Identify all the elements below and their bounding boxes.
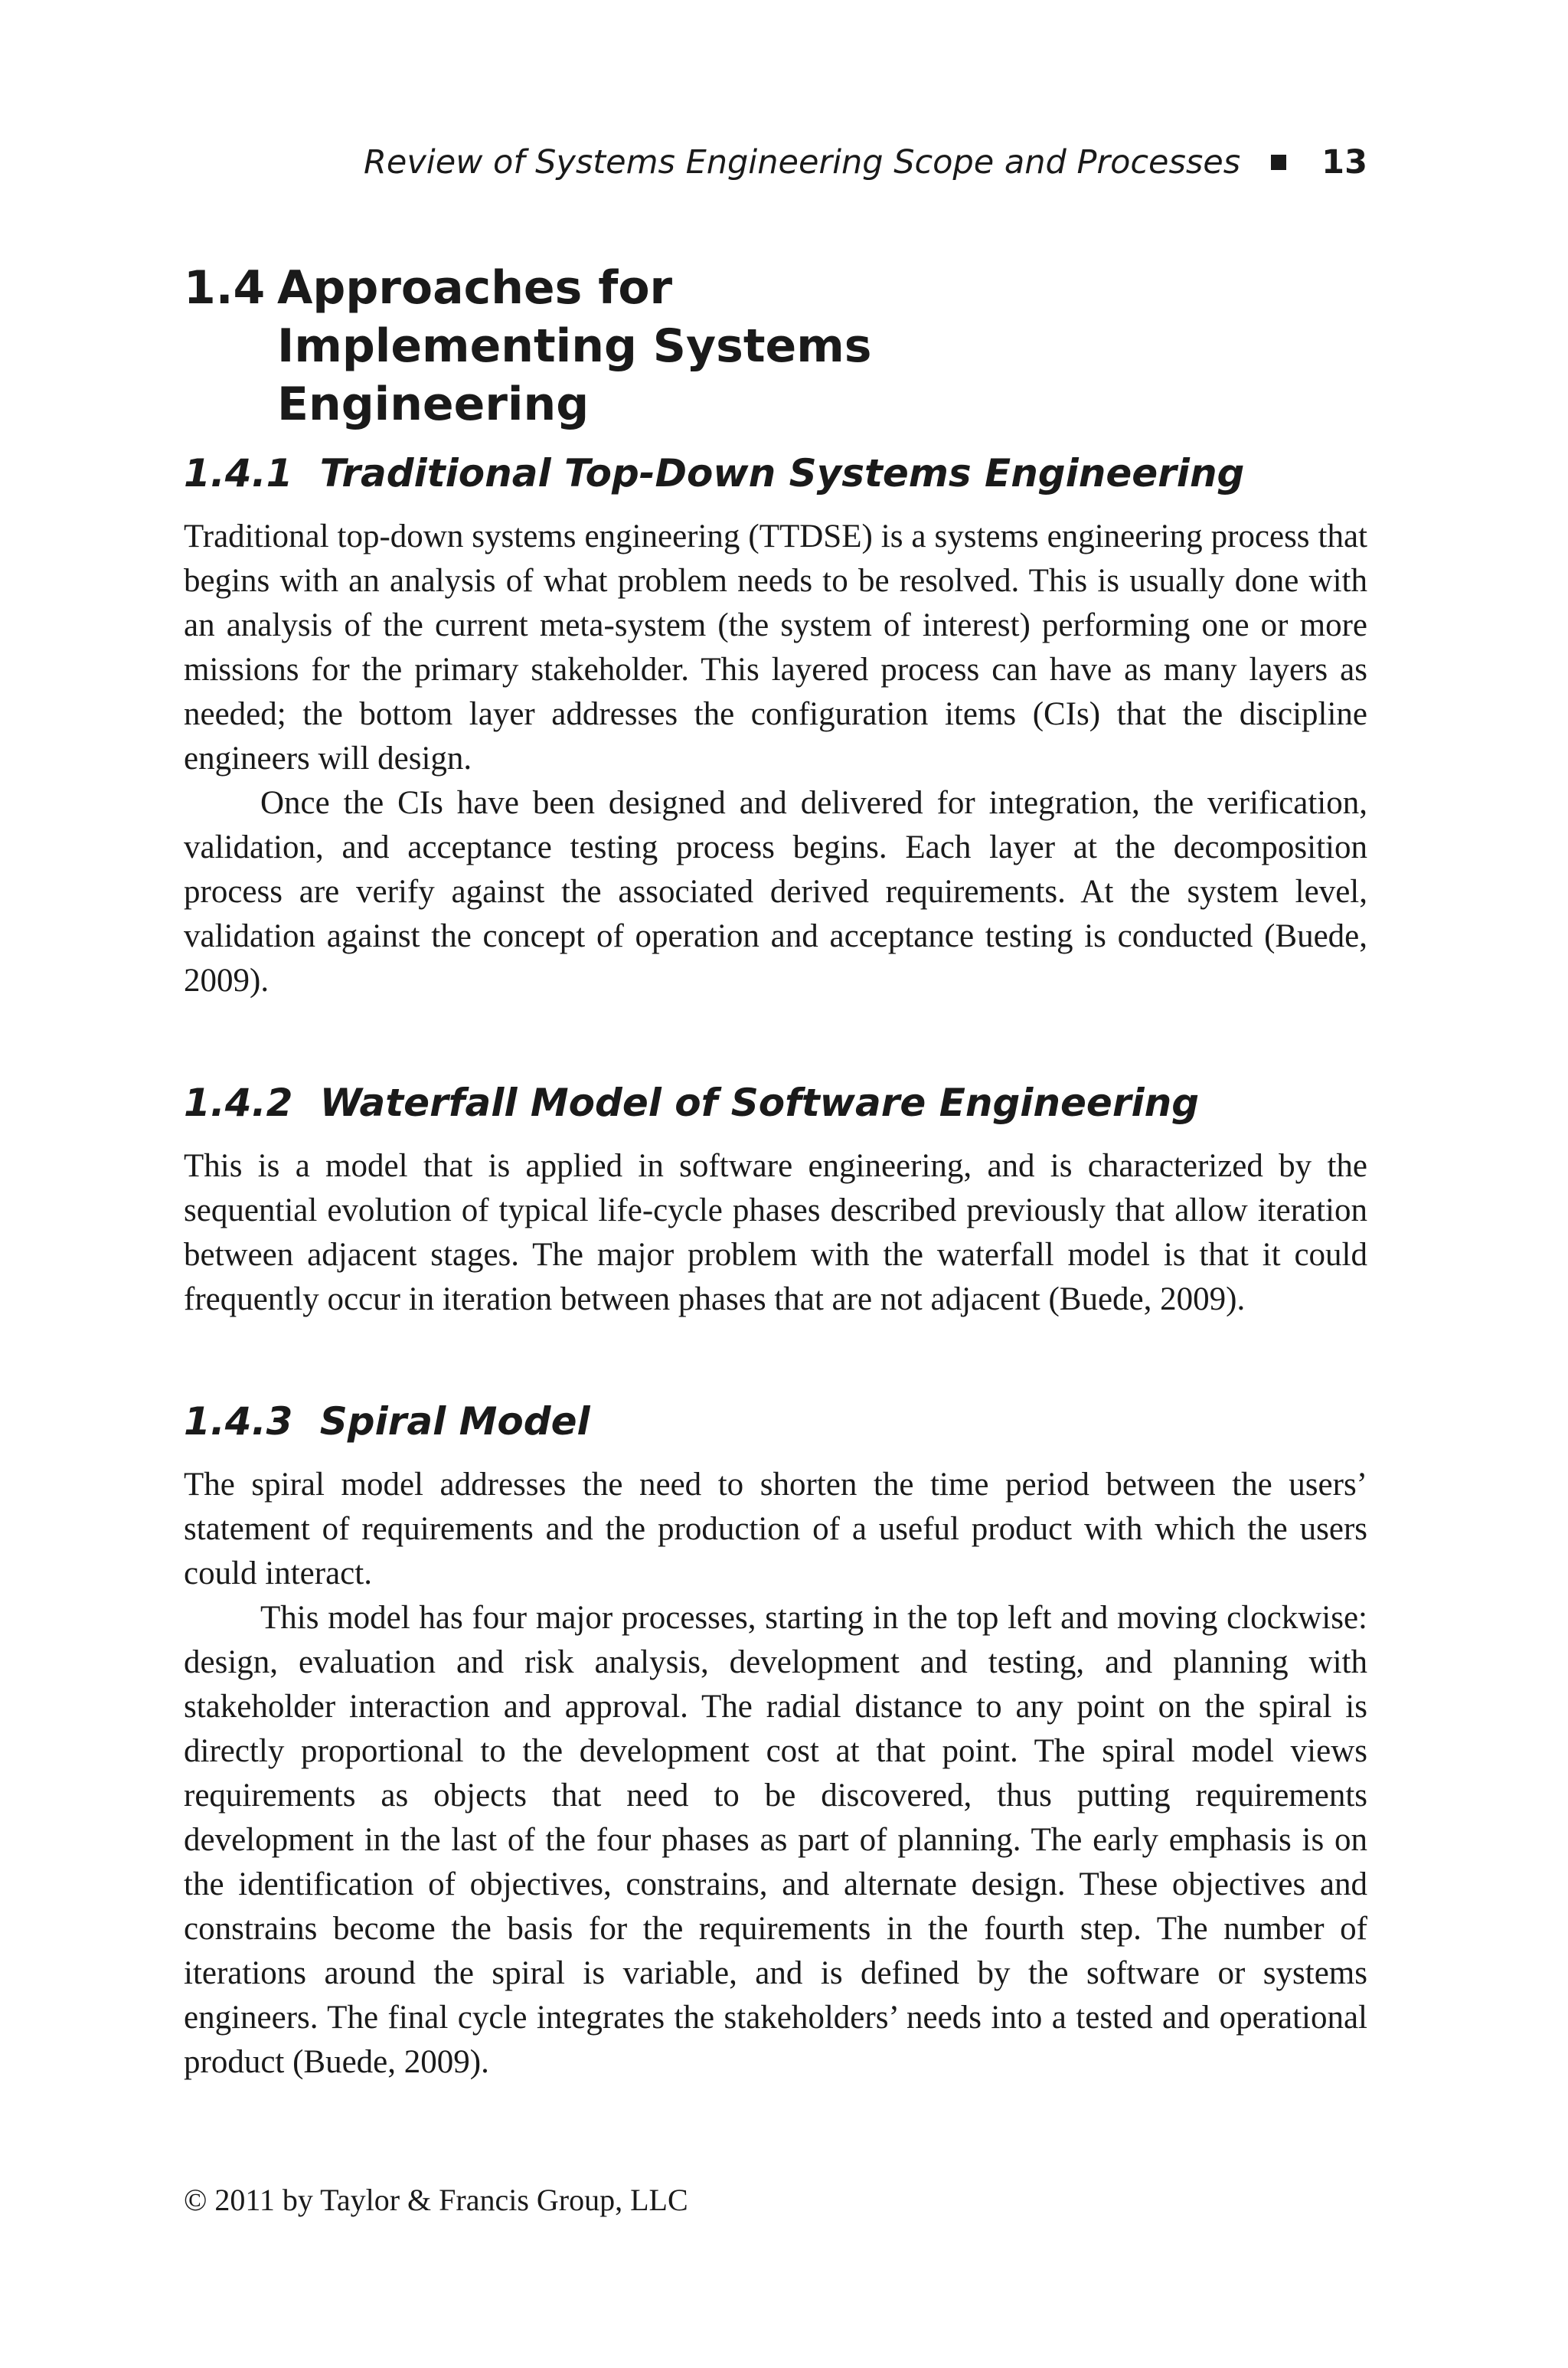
paragraph: This model has four major processes, starting in the top left and moving clockwise: design, evaluation and risk analysis, development and testing, and planning with stakeholder interaction and approval. The radial distance to any point on the spiral is directly proportional to the development cost at that point. The spiral model views requirements as objects that need to be discovered, thus putting requirements development in the last of the four phases as part of planning. The early emphasis is on the identification of objectives, constrains, and alternate design. These objectives and constrains become the basis for the requirements in the fourth step. The number of iterations around the spiral is variable, and is defined by the software or systems engineers. The final cycle integrates the stakeholders’ needs into a tested and operational product (Buede, 2009).	[184, 1600, 1367, 2080]
subsection-heading-1-4-1	[184, 449, 1367, 498]
subsection-heading-1-4-3	[184, 1397, 1367, 1446]
section-heading	[184, 259, 1367, 433]
copyright-footer: © 2011 by Taylor & Francis Group, LLC	[184, 2183, 688, 2217]
subsection-heading-1-4-2	[184, 1078, 1367, 1127]
subsection-title: Traditional Top-Down Systems Engineering	[319, 451, 1245, 496]
page-content	[184, 259, 1367, 2085]
subsection-number: 1.4.1	[184, 451, 293, 496]
square-bullet-icon	[1271, 155, 1286, 170]
subsection-title: Spiral Model	[319, 1399, 590, 1444]
subsection-number: 1.4.2	[184, 1081, 293, 1125]
running-head-title: Review of Systems Engineering Scope and Processes	[364, 143, 1241, 182]
subsection-title: Waterfall Model of Software Engineering	[319, 1081, 1199, 1125]
paragraph: Traditional top-down systems engineering (TTDSE) is a systems engineering process that begins with an analysis of what problem needs to be resolved. This is usually done with an analysis of the current meta-system (the system of interest) performing one or more missions for the primary stakeholder. This layered process can have as many layers as needed; the bottom layer addresses the configuration items (CIs) that the discipline engineers will design.	[184, 518, 1367, 777]
section-title: Approaches for Implementing Systems Engineering	[277, 261, 872, 431]
section-number: 1.4	[184, 261, 266, 315]
subsection-number: 1.4.3	[184, 1399, 293, 1444]
page-number: 13	[1321, 143, 1367, 182]
running-head	[184, 141, 1367, 184]
paragraph: The spiral model addresses the need to shorten the time period between the users’ statement of requirements and the production of a useful product with which the users could interact.	[184, 1467, 1367, 1591]
paragraph: Once the CIs have been designed and delivered for integration, the verification, validation, and acceptance testing process begins. Each layer at the decomposition process are verify against the associated derived requirements. At the system level, validation against the concept of operation and acceptance testing is conducted (Buede, 2009).	[184, 785, 1367, 999]
paragraph: This is a model that is applied in software engineering, and is characterized by the sequential evolution of typical life-cycle phases described previously that allow iteration between adjacent stages. The major problem with the waterfall model is that it could frequently occur in iteration between phases that are not adjacent (Buede, 2009).	[184, 1148, 1367, 1317]
